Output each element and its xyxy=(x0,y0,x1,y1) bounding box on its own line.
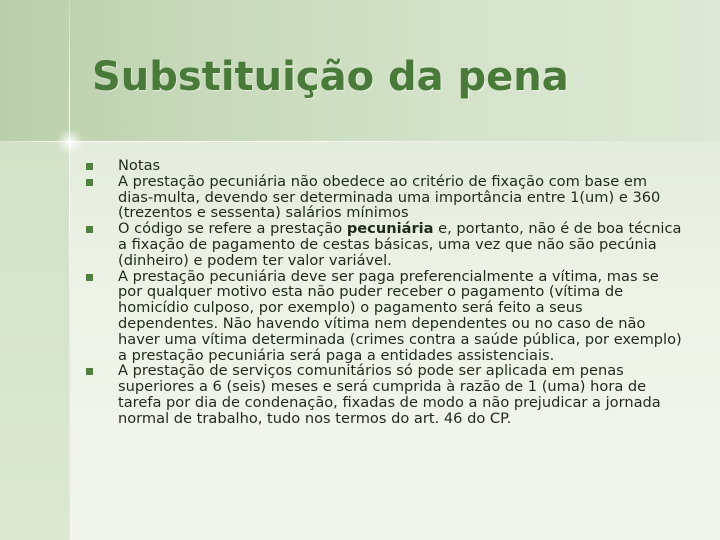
slide-title: Substituição da pena xyxy=(92,54,569,100)
bullet-item-notas xyxy=(86,158,686,174)
square-bullet-icon xyxy=(86,274,93,281)
bullet-text: A prestação pecuniária não obedece ao critério de fixação com base em dias-multa, devendo ser determinada uma importância entre 1(um) e 360 (trezentos e sessenta) salários mínimos xyxy=(118,172,661,222)
square-bullet-icon xyxy=(86,368,93,375)
bullet-list xyxy=(86,158,686,427)
bullet-text-after: e, portanto, não é de boa técnica a fixação de pagamento de cestas básicas, uma vez que não são pecúnia (dinheiro) e podem ter valor variável. xyxy=(118,220,682,269)
left-strip xyxy=(0,142,70,540)
bullet-text: A prestação pecuniária deve ser paga preferencialmente a vítima, mas se por qualquer motivo esta não puder receber o pagamento (vítima de homicídio culposo, por exemplo) o pagamento será feito a seus dependentes. Não havendo vítima nem dependentes ou no caso de não haver uma vítima determinada (crimes contra a saúde pública, por exemplo) a prestação pecuniária será paga a entidades assistenciais. xyxy=(118,267,682,364)
decorative-cross-glow xyxy=(56,128,84,156)
bullet-item-prestacao-pecuniaria xyxy=(86,174,686,221)
bullet-text-bold: pecuniária xyxy=(346,220,434,238)
decorative-vertical-line xyxy=(69,0,70,540)
bullet-text: A prestação de serviços comunitários só pode ser aplicada em penas superiores a 6 (seis) meses e será cumprida à razão de 1 (uma) hora de tarefa por dia de condenação, fixadas de modo a não prejudicar a jornada normal de trabalho, tudo nos termos do art. 46 do CP. xyxy=(118,362,661,427)
bullet-text xyxy=(118,220,681,269)
square-bullet-icon xyxy=(86,226,93,233)
decorative-horizontal-line xyxy=(0,141,720,142)
bullet-item-vitima xyxy=(86,269,686,364)
bullet-text: Notas xyxy=(118,157,161,174)
bullet-item-codigo xyxy=(86,221,686,268)
bullet-item-servicos-comunitarios xyxy=(86,363,686,426)
bullet-text-before: O código se refere a prestação xyxy=(118,220,347,238)
square-bullet-icon xyxy=(86,179,93,186)
square-bullet-icon xyxy=(86,163,93,170)
